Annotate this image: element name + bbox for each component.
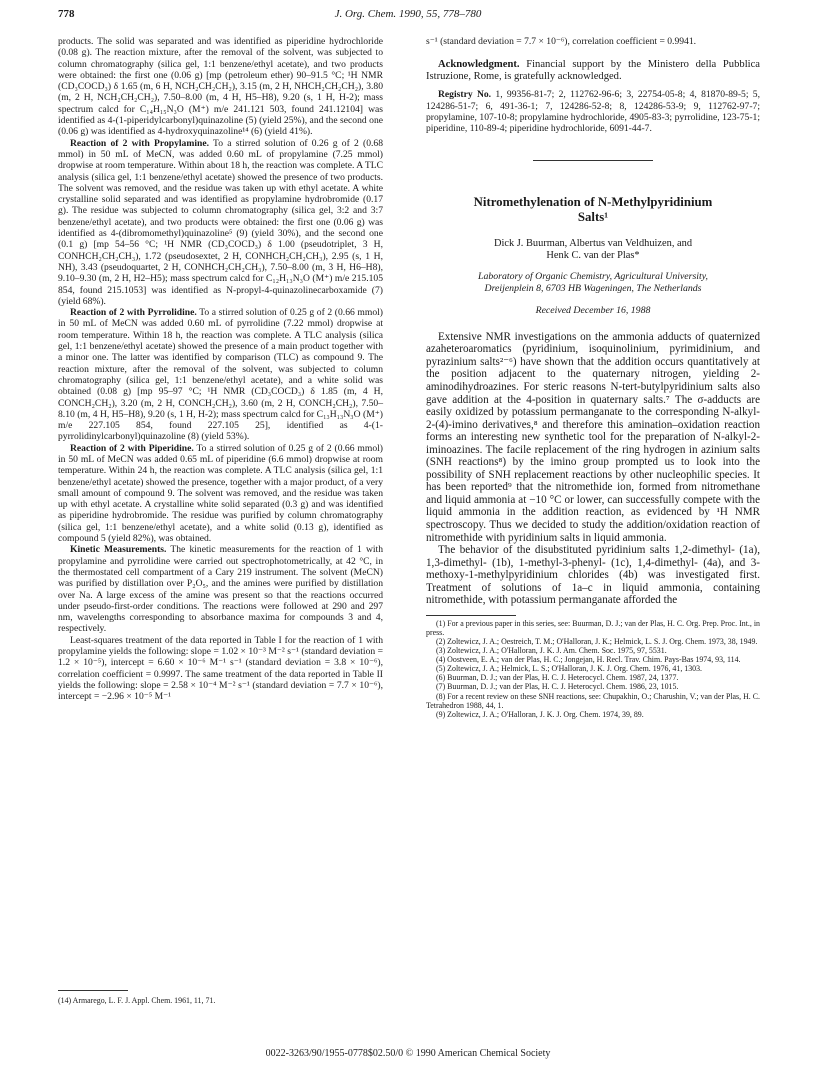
paragraph-continued: s⁻¹ (standard deviation = 7.7 × 10⁻⁶), correlation coefficient = 0.9941.: [426, 36, 697, 47]
copyright-footer: 0022-3263/90/1955-0778$02.50/0 © 1990 American Chemical Society: [265, 1048, 551, 1059]
article-divider: [533, 160, 653, 161]
body-paragraph: Extensive NMR investigations on the ammonia adducts of quaternized azaheteroaromatics (pyridinium, isoquinolinium, pyrimidinium, and pyrazinium salts²⁻⁶) have shown that the addition occurs quantitatively at the position adjacent to the quaternary nitrogen, yielding 2-aminodihydroazines. For steric reasons N-tert-butylpyridinium salts also gave addition at the 4-position in quaternary salts.⁷ The σ-adducts are easily oxidized by potassium permanganate to the corresponding N-alkyl-2-(4)-imino derivatives,⁸ and therefore this amination–oxidation reaction forms an interesting new synthetic tool for the preparation of N-alkyl-2-iminoazines. The facile replacement of the ring hydrogen in azinium salts (SNH reactions⁸) by the imino group prompted us to look into the possibility of SNH replacement reactions by other nucleophilic species. It has been reported⁹ that the nitromethide ion, formed from nitromethane and liquid ammonia at −10 °C or lower, can successfully compete with the liquid ammonia in the addition reaction, as evidenced by ¹H NMR spectroscopy. Thus we decided to study the addition/oxidation reaction of nitromethide with pyridinium salts in liquid ammonia.: [426, 330, 760, 544]
footnote-divider: [58, 990, 128, 991]
footnotes: [426, 619, 760, 719]
right-column: [426, 36, 760, 719]
paragraph-kinetics: [58, 544, 383, 634]
footnote: (8) For a recent review on these SNH reactions, see: Chupakhin, O.; Charushin, V.; van der Plas, H. C. Tetrahedron 1988, 44, 1.: [426, 691, 760, 710]
affiliation-line: Dreijenplein 8, 6703 HB Wageningen, The Netherlands: [484, 282, 702, 294]
section-heading: Reaction of 2 with Propylamine.: [70, 137, 209, 149]
acknowledgment-heading: Acknowledgment.: [438, 59, 520, 71]
footnote: (9) Zoltewicz, J. A.; O'Halloran, J. K. J. Org. Chem. 1974, 39, 89.: [436, 709, 644, 719]
section-heading: Reaction of 2 with Pyrrolidine.: [70, 307, 197, 319]
affiliation: [426, 271, 760, 294]
body-paragraph: The behavior of the disubstituted pyridinium salts 1,2-dimethyl- (1a), 1,3-dimethyl- (1b), 1-methyl-3-phenyl- (1c), 1,4-dimethyl- (4a), and 3-methoxy-1-methylpyridinium chlorides (4b) was investigated first. Treatment of solutions of 1a–c in liquid ammonia, containing nitromethide, with potassium permanganate afforded the: [426, 544, 760, 607]
paragraph-piperidine: [58, 443, 383, 545]
paragraph-text: The kinetic measurements for the reaction of 1 with propylamine and pyrrolidine were carried out spectrophotometrically, at 42 °C, in the thermostated cell compartment of a Cary 219 instrument. The solvent (MeCN) was purified by distillation over P₂O₅, and the amines were purified by distillation over Na. A large excess of the amine was present so that the reactions occurred under pseudo-first-order conditions. The reactions were followed at 290 and 297 nm, wavelengths corresponding to absorbance maxima for compounds 3 and 4, respectively.: [58, 544, 383, 635]
paragraph-text: To a stirred solution of 0.25 g of 2 (0.66 mmol) in 50 mL of MeCN was added 0.60 mL of pyrrolidine (7.22 mmol) dropwise at room temperature. Within 18 h, the reaction was complete. A TLC analysis (silica gel, 1:1 benzene/ethyl acetate) showed the presence of a main product together with a minor one. The latter was identified by comparison (TLC) as compound 9. The reaction mixture, after the removal of the solvent, was subjected to column chromatography (silica gel, 1:1 benzene/ethyl acetate), and a white solid was obtained (0.08 g) [mp 95–97 °C; ¹H NMR (CD₃COCD₃) δ 1.85 (m, 4 H, CONCH₂CH₂), 3.20 (m, 2 H, CONCH₂CH₂), 3.60 (m, 2 H, CONCH₂CH₂), 7.50–8.10 (m, 4 H, H5–H8), 9.20 (s, 1 H, H-2); mass spectrum calcd for C₁₃H₁₃N₃O (M⁺) m/e 227.105 854, found 227.105 25], identified as 4-(1-pyrrolidinylcarbonyl)quinazoline (8) (yield 53%).: [58, 307, 383, 443]
paragraph-pyrrolidine: [58, 307, 383, 443]
footnote: (5) Zoltewicz, J. A.; Helmick, L. S.; O'Halloran, J. K. J. Org. Chem. 1976, 41, 1303.: [436, 664, 703, 674]
left-column: [58, 36, 383, 703]
registry-numbers: [426, 89, 760, 134]
registry-text: 1, 99356-81-7; 2, 112762-96-6; 3, 22754-05-8; 4, 81870-89-5; 5, 124286-51-7; 6, 491-36-1; 7, 124286-52-8; 8, 124286-53-9; 9, 112762-97-7; propylamine, 107-10-8; propylamine hydrochloride, 4905-83-3; pyrrolidine, 123-75-1; piperidine, 110-89-4; piperidine hydrochloride, 6091-44-7.: [426, 89, 761, 135]
authors: [426, 238, 760, 262]
section-heading: Kinetic Measurements.: [70, 544, 167, 556]
footnote: (7) Buurman, D. J.; van der Plas, H. C. J. Heterocycl. Chem. 1986, 23, 1015.: [436, 682, 679, 692]
running-header: [58, 8, 758, 24]
section-heading: Reaction of 2 with Piperidine.: [70, 442, 194, 454]
journal-citation: J. Org. Chem. 1990, 55, 778–780: [334, 8, 482, 20]
authors-line: Henk C. van der Plas*: [546, 250, 640, 262]
paragraph-least-squares: Least-squares treatment of the data reported in Table I for the reaction of 1 with propylamine yields the following: slope = 1.02 × 10⁻³ M⁻² s⁻¹ (standard deviation = 1.2 × 10⁻⁵), intercept = 6.60 × 10⁻⁶ M⁻¹ s⁻¹ (standard deviation = 3.8 × 10⁻⁶), correlation coefficient = 0.9997. The same treatment of the data reported in Table II yields the following: slope = 2.58 × 10⁻⁴ M⁻² s⁻¹ (standard deviation = 7.7 × 10⁻⁶), intercept = −2.96 × 10⁻⁵ M⁻¹: [58, 634, 383, 703]
footnote: (2) Zoltewicz, J. A.; Oestreich, T. M.; O'Halloran, J. K.; Helmick, L. S. J. Org. Chem. 1973, 38, 1949.: [436, 637, 758, 646]
acknowledgment-text: Financial support by the Ministero della Pubblica Istruzione, Rome, is gratefully acknowledged.: [426, 59, 760, 83]
paragraph-text: To a stirred solution of 0.25 g of 2 (0.66 mmol) in 50 mL of MeCN was added 0.65 mL of piperidine (6.6 mmol) dropwise at room temperature. Within 24 h, the reaction was complete. A TLC analysis (silica gel, 1:1 benzene/ethyl acetate) showed the presence, together with a major product, of a very small amount of compound 9. The solvent was removed, and the residue was taken up with ethyl acetate. A crystalline white solid separated (0.3 g) and was identified as piperidine hydrobromide. The residue was purified by column chromatography (silica gel, 1:1 benzene/ethyl acetate), and a white solid (0.13 g), identified as compound 5 (yield 82%), was obtained.: [58, 442, 383, 545]
page-number: 778: [58, 8, 75, 20]
footnote: (6) Buurman, D. J.; van der Plas, H. C. J. Heterocycl. Chem. 1987, 24, 1377.: [436, 673, 679, 683]
article-title: Nitromethylenation of N-Methylpyridinium Salts¹: [473, 195, 713, 225]
received-date: Received December 16, 1988: [535, 305, 651, 317]
footnote: (1) For a previous paper in this series, see: Buurman, D. J.; van der Plas, H. C. Org. Prep. Proc. Int., in press.: [426, 618, 760, 637]
acknowledgment: [426, 59, 760, 83]
paragraph-text: To a stirred solution of 0.26 g of 2 (0.68 mmol) in 50 mL of MeCN, was added 0.60 mL of propylamine (7.25 mmol) dropwise at room temperature. Within about 18 h, the reaction was complete. A TLC analysis (silica gel, 1:1 benzene/ethyl acetate) showed the presence of two products. The solvent was removed, and the residue was taken up with ethyl acetate. A white crystalline solid separated and was identified as propylamine hydrobromide (0.17 g). The residue was subjected to column chromatography (silica gel, 3:2 and 3:7 benzene/ethyl acetate), and two products were obtained: the first one (0.06 g) was identified as 4-(dibromomethyl)quinazoline⁵ (9) (yield 30%), and the second one (0.1 g) [mp 54–56 °C; ¹H NMR (CD₃COCD₃) δ 1.00 (pseudotriplet, 3 H, CONHCH₂CH₂CH₃), 1.72 (pseudosextet, 2 H, CONHCH₂CH₂CH₃), 2.95 (s, 1 H, NH), 3.43 (pseudoquartet, 2 H, CONHCH₂CH₂CH₃), 7.50–8.00 (m, 3 H, H6–H8), 9.10–9.30 (m, 2 H, H2–H5); mass spectrum calcd for C₁₂H₁₃N₃O (M⁺) m/e 215.105 854, found 215.1053] was identified as N-propyl-4-quinazolinecarboxamide (7) (yield 68%).: [58, 137, 383, 307]
footnote-divider: [426, 615, 516, 616]
registry-heading: Registry No.: [438, 89, 492, 101]
affiliation-line: Laboratory of Organic Chemistry, Agricultural University,: [478, 271, 708, 283]
paragraph-continued: products. The solid was separated and was identified as piperidine hydrochloride (0.08 g). The reaction mixture, after the removal of the solvent, was subjected to column chromatography (silica gel, 1:1 benzene/ethyl acetate), and two products were obtained: the first one (0.06 g) [mp (petroleum ether) 90–91.5 °C; ¹H NMR (CD₃COCD₃) δ 1.65 (m, 6 H, NCH₂CH₂CH₂), 3.15 (m, 2 H, NHCH₂CH₂CH₂), 3.80 (m, 2 H, NCH₂CH₂CH₂), 7.50–8.00 (m, 4 H, H5–H8), 9.20 (s, 1 H, H-2); mass spectrum calcd for C₁₄H₁₅N₃O (M⁺) m/e 241.121 503, found 241.12104] was identified as 4-(1-piperidylcarbonyl)quinazoline (5) (yield 25%), and the second one (0.06 g) was identified as 4-hydroxyquinazoline¹⁴ (6) (yield 41%).: [58, 36, 383, 138]
footnote: (4) Oostveen, E. A.; van der Plas, H. C.; Jongejan, H. Recl. Trav. Chim. Pays-Bas 1974, 93, 114.: [436, 655, 741, 665]
authors-line: Dick J. Buurman, Albertus van Veldhuizen, and: [493, 238, 693, 250]
footnote: (3) Zoltewicz, J. A.; O'Halloran, J. K. J. Am. Chem. Soc. 1975, 97, 5531.: [436, 646, 667, 656]
footnote-14: (14) Armarego, L. F. J. Appl. Chem. 1961, 11, 71.: [58, 996, 216, 1005]
paragraph-propylamine: [58, 138, 383, 307]
